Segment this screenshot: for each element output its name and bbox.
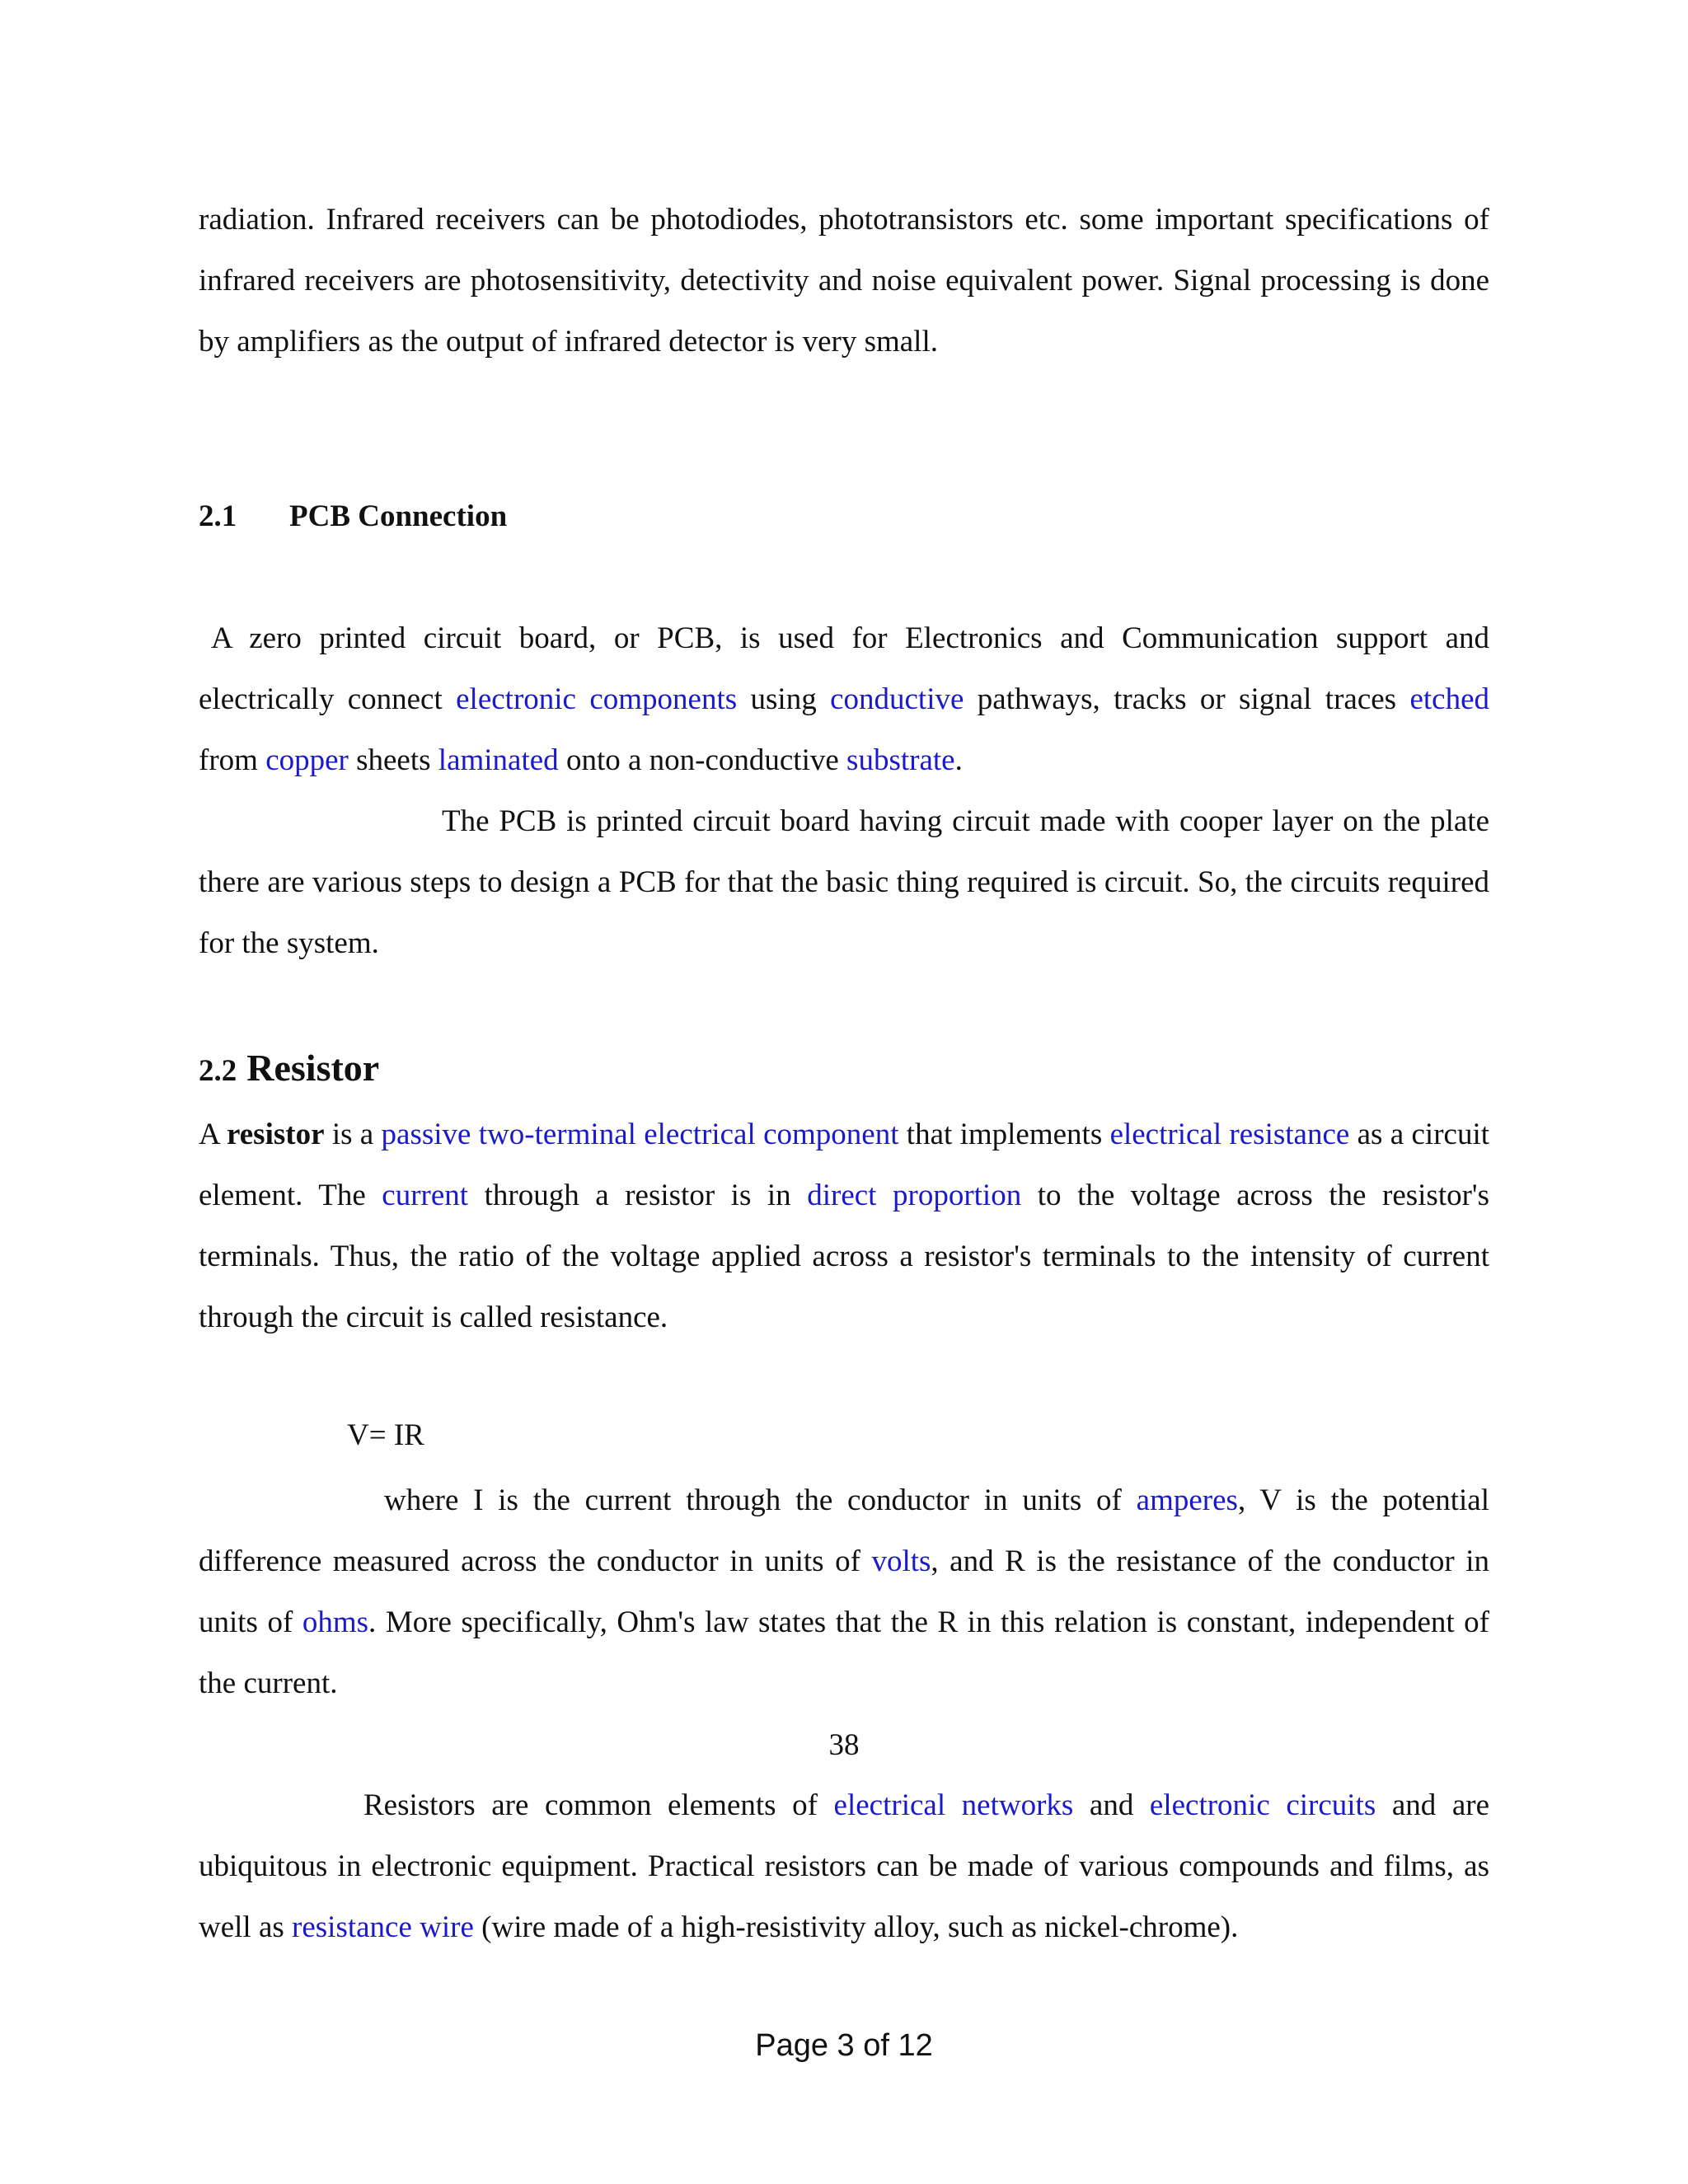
link-substrate[interactable]: substrate xyxy=(846,743,955,777)
pcb-block xyxy=(199,608,1489,974)
link-electrical-networks[interactable]: electrical networks xyxy=(833,1788,1074,1822)
section-number: 2.1 xyxy=(199,499,237,533)
link-etched[interactable]: etched xyxy=(1409,682,1489,716)
text-run: A xyxy=(199,1118,227,1151)
text-run: to the voltage across the resistor's terminals. Thus, the ratio of the voltage applied across a resistor's terminals to the intensity of current through the circuit is called resistance. xyxy=(199,1179,1489,1334)
link-laminated[interactable]: laminated xyxy=(438,743,559,777)
pcb-paragraph-1 xyxy=(199,608,1489,791)
text-run: through a resistor is in xyxy=(468,1179,808,1212)
section-heading-pcb xyxy=(199,494,507,539)
text-run: . xyxy=(954,743,963,777)
text-run: , and R is the resistance of the conductor in units of xyxy=(199,1544,1490,1639)
link-electronic-components[interactable]: electronic components xyxy=(456,682,738,716)
text-run: from xyxy=(199,743,266,777)
link-passive-component[interactable]: passive two-terminal electrical component xyxy=(381,1118,899,1151)
resistor-usage-block xyxy=(199,1775,1489,1958)
link-volts[interactable]: volts xyxy=(871,1544,931,1578)
resistor-paragraph-1 xyxy=(199,1104,1489,1348)
text-run: and xyxy=(1073,1788,1150,1822)
page-footer: Page 3 of 12 xyxy=(755,2028,933,2063)
link-electronic-circuits[interactable]: electronic circuits xyxy=(1149,1788,1376,1822)
resistor-block xyxy=(199,1104,1489,1348)
resistor-paragraph-2 xyxy=(199,1470,1489,1714)
section-heading-resistor xyxy=(199,1043,379,1099)
resistor-paragraph-3 xyxy=(199,1775,1489,1958)
section-number: 2.2 xyxy=(199,1054,237,1088)
text-run: using xyxy=(737,682,831,716)
text-run: pathways, tracks or signal traces xyxy=(964,682,1410,716)
intro-paragraph: radiation. Infrared receivers can be photodiodes, phototransistors etc. some important specifications of infrared receivers are photosensitivity, detectivity and noise equivalent power. Signal processing is done by amplifiers as the output of infrared detector is very small. xyxy=(199,203,1489,359)
equation-ohms-law: V= IR xyxy=(347,1418,424,1452)
text-run: , V is the potential difference measured across the conductor in units of xyxy=(199,1483,1489,1578)
link-current[interactable]: current xyxy=(382,1179,469,1212)
text-run: where I is the current through the conductor in units of xyxy=(384,1483,1137,1517)
text-run: that implements xyxy=(898,1118,1110,1151)
link-copper[interactable]: copper xyxy=(265,743,349,777)
ohms-law-block xyxy=(199,1470,1489,1714)
intro-block xyxy=(199,190,1489,373)
link-resistance-wire[interactable]: resistance wire xyxy=(292,1910,474,1944)
text-run: is a xyxy=(324,1118,382,1151)
pcb-paragraph-2: The PCB is printed circuit board having circuit made with cooper layer on the plate there are various steps to design a PCB for that the basic thing required is circuit. So, the circuits required for the system. xyxy=(199,804,1489,960)
text-run: sheets xyxy=(348,743,438,777)
page-number: 38 xyxy=(828,1728,860,1762)
link-amperes[interactable]: amperes xyxy=(1136,1483,1238,1517)
text-run: . More specifically, Ohm's law states that the R in this relation is constant, independent of the current. xyxy=(199,1605,1490,1700)
link-direct-proportion[interactable]: direct proportion xyxy=(807,1179,1022,1212)
text-run: Resistors are common elements of xyxy=(363,1788,834,1822)
section-title: Resistor xyxy=(246,1047,380,1089)
text-run: and are ubiquitous in electronic equipment. Practical resistors can be made of various compounds and films, as well as xyxy=(199,1788,1489,1944)
link-conductive[interactable]: conductive xyxy=(830,682,964,716)
text-run: (wire made of a high-resistivity alloy, such as nickel-chrome). xyxy=(473,1910,1239,1944)
link-electrical-resistance[interactable]: electrical resistance xyxy=(1109,1118,1350,1151)
bold-term-resistor: resistor xyxy=(227,1118,325,1151)
text-run: A zero printed circuit board, or PCB, is used for Electronics and Communication support and electrically connect xyxy=(199,621,1489,716)
link-ohms[interactable]: ohms xyxy=(302,1605,369,1639)
section-title: PCB Connection xyxy=(289,499,508,533)
text-run: onto a non-conductive xyxy=(558,743,847,777)
text-run: as a circuit element. The xyxy=(199,1118,1490,1212)
